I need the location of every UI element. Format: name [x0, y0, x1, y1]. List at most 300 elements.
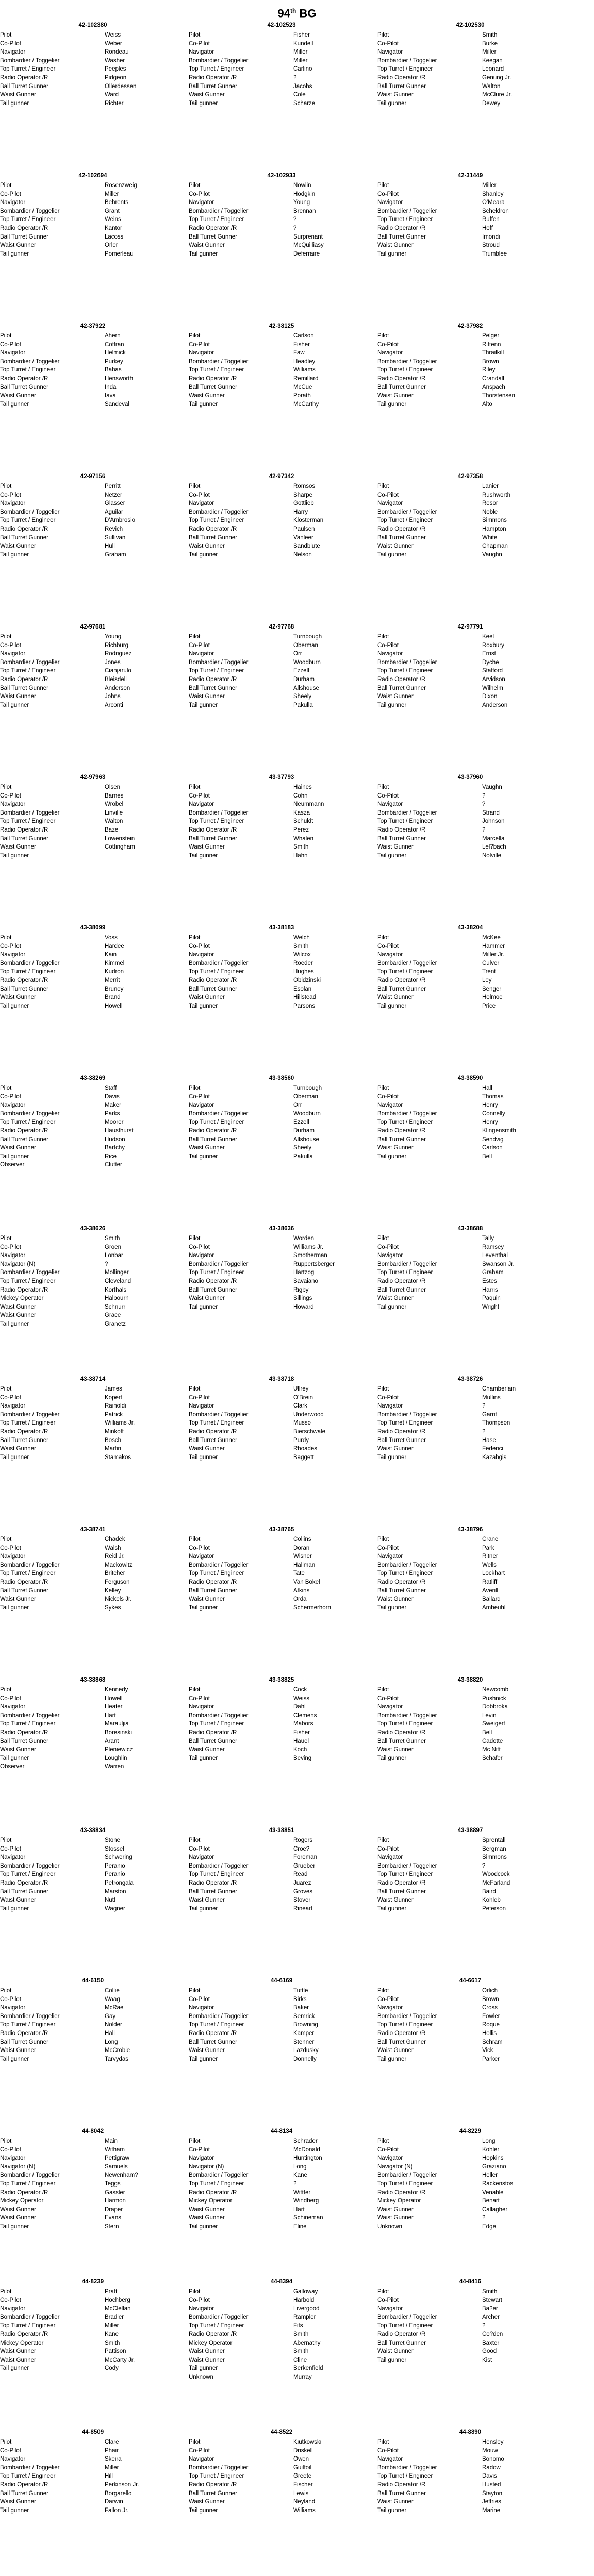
crew-member-row [377, 1561, 563, 1570]
crew-member-row [377, 2330, 563, 2339]
crew-name: Pomerleau [105, 250, 134, 257]
crew-member-row [377, 2004, 563, 2012]
crew-member-row [0, 701, 186, 710]
crew-name: Scharze [293, 100, 316, 107]
crew-position: Ball Turret Gunner [377, 2039, 426, 2045]
crew-name: Baird [482, 1888, 496, 1895]
crew-block [0, 623, 189, 774]
crew-name: Halbourn [105, 1295, 129, 1302]
crew-block [189, 1526, 377, 1676]
crew-position: Top Turret / Engineer [189, 216, 244, 223]
crew-name: Kimmel [105, 960, 125, 967]
crew-member-row [0, 2364, 186, 2373]
crew-member-row [377, 1754, 563, 1763]
crew-position: Bombardier / Toggelier [377, 57, 437, 64]
crew-member-row [377, 1595, 563, 1604]
crew-name: Iava [105, 393, 116, 399]
crew-member-row [0, 2038, 186, 2047]
crew-name: Stafford [482, 668, 503, 674]
crew-name: ? [482, 792, 486, 799]
crew-position: Waist Gunner [189, 2499, 225, 2505]
crew-block [377, 172, 566, 323]
crew-name: Neyland [293, 2499, 316, 2505]
crew-name: Pakulla [293, 1153, 313, 1160]
crew-member-row [0, 1836, 186, 1845]
crew-member-row [189, 1870, 374, 1879]
crew-position: Navigator [189, 2456, 214, 2463]
crew-member-row [377, 1234, 563, 1243]
crew-member-row [0, 534, 186, 543]
crew-member-row [0, 215, 186, 224]
crew-name: Kist [482, 2357, 492, 2363]
crew-member-row [0, 542, 186, 551]
crew-position: Navigator [377, 801, 403, 808]
crew-position: Waist Gunner [189, 393, 225, 399]
crew-position: Navigator [189, 199, 214, 206]
crew-name: Trumblee [482, 250, 507, 257]
crew-member-row [377, 1694, 563, 1703]
crew-position: Radio Operator /R [0, 1127, 48, 1134]
crew-position: Ball Turret Gunner [377, 1587, 426, 1594]
crew-member-row [0, 1402, 186, 1411]
crew-name: ? [293, 74, 297, 81]
aircraft-serial: 44-6617 [459, 1978, 482, 1984]
crew-name: Howell [105, 1695, 123, 1702]
crew-position: Radio Operator /R [0, 676, 48, 683]
crew-position: Waist Gunner [377, 393, 414, 399]
crew-member-row [377, 332, 563, 341]
crew-member-row [0, 1268, 186, 1277]
crew-name: Hausthurst [105, 1127, 134, 1134]
crew-position: Top Turret / Engineer [377, 367, 433, 374]
crew-position: Navigator [377, 1704, 403, 1710]
crew-name: Orlich [482, 1988, 498, 1994]
crew-name: Kiutkowski [293, 2439, 322, 2445]
crew-member-row [377, 542, 563, 551]
crew-name: Loughlin [105, 1755, 127, 1761]
crew-member-row [189, 2347, 374, 2356]
crew-name: Mc Nitt [482, 1747, 501, 1753]
crew-member-row [189, 2455, 374, 2464]
crew-name: Lel?bach [482, 844, 506, 851]
crew-position: Navigator [0, 801, 26, 808]
crew-position: Radio Operator /R [189, 1127, 237, 1134]
crew-position: Radio Operator /R [377, 2030, 426, 2037]
crew-name: Coffran [105, 341, 124, 348]
crew-name: Hudson [105, 1136, 125, 1143]
crew-position: Ball Turret Gunner [377, 83, 426, 90]
crew-name: Whalen [293, 835, 314, 842]
crew-member-row [189, 383, 374, 392]
crew-position: Waist Gunner [0, 393, 36, 399]
crew-name: Henry [482, 1102, 498, 1109]
crew-position: Bombardier / Toggelier [0, 659, 60, 666]
crew-position: Pilot [189, 483, 201, 489]
crew-position: Bombardier / Toggelier [377, 2314, 437, 2320]
crew-member-row [377, 2189, 563, 2197]
crew-member-row [0, 2146, 186, 2155]
aircraft-serial: 43-38636 [269, 1226, 294, 1232]
crew-name: Thorstensen [482, 393, 515, 399]
crew-name: Vanleer [293, 534, 314, 541]
crew-member-row [377, 817, 563, 826]
crew-name: Thomas [482, 1093, 504, 1100]
crew-name: White [482, 534, 498, 541]
crew-member-row [0, 375, 186, 383]
crew-position: Bombardier / Toggelier [0, 57, 60, 64]
crew-name: Kudron [105, 969, 124, 975]
crew-member-row [377, 1084, 563, 1093]
crew-member-row [189, 2146, 374, 2155]
crew-member-row [0, 2481, 186, 2489]
crew-position: Top Turret / Engineer [377, 1570, 433, 1577]
crew-position: Pilot [377, 2439, 389, 2445]
crew-position: Tail gunner [0, 852, 29, 859]
crew-position: Waist Gunner [377, 2047, 414, 2054]
crew-name: Vaughn [482, 551, 502, 558]
crew-member-row [0, 942, 186, 951]
crew-member-row [189, 1987, 374, 1995]
crew-name: Kohler [482, 2146, 500, 2153]
crew-member-row [189, 1694, 374, 1703]
crew-member-row [189, 2364, 374, 2373]
crew-position: Bombardier / Toggelier [0, 1269, 60, 1276]
crew-position: Pilot [0, 1386, 12, 1392]
crew-member-row [0, 2489, 186, 2498]
crew-member-row [0, 349, 186, 358]
crew-position: Co-Pilot [377, 2447, 399, 2454]
crew-name: Ullrey [293, 1386, 309, 1392]
crew-member-row [377, 692, 563, 701]
crew-position: Radio Operator /R [189, 2481, 237, 2488]
crew-name: Harmon [105, 2198, 126, 2205]
crew-name: Rackenstos [482, 2180, 514, 2187]
crew-name: Wisner [293, 1553, 312, 1560]
crew-block [0, 473, 189, 623]
crew-name: Galloway [293, 2289, 318, 2295]
crew-member-row [377, 1303, 563, 1312]
crew-position: Waist Gunner [0, 1303, 36, 1310]
crew-name: Peeples [105, 66, 126, 73]
crew-name: ? [482, 801, 486, 808]
crew-name: Brand [105, 994, 121, 1001]
crew-member-row [189, 633, 374, 641]
crew-position: Radio Operator /R [377, 1879, 426, 1886]
crew-position: Navigator [189, 1252, 214, 1259]
crew-name: Woodcock [482, 1871, 510, 1878]
crew-position: Pilot [377, 1988, 389, 1994]
crew-name: Livergood [293, 2306, 320, 2312]
crew-name: Rhoades [293, 1446, 318, 1452]
crew-member-row [189, 91, 374, 99]
crew-position: Co-Pilot [0, 2447, 21, 2454]
crew-position: Tail gunner [189, 1003, 218, 1009]
crew-name: Britcher [105, 1570, 125, 1577]
crew-name: James [105, 1386, 122, 1392]
crew-position: Top Turret / Engineer [377, 2022, 433, 2028]
crew-member-row [189, 48, 374, 57]
crew-name: Stone [105, 1837, 121, 1843]
crew-name: Witham [105, 2146, 125, 2153]
crew-name: Ferguson [105, 1579, 130, 1585]
crew-position: Mickey Operator [377, 2198, 421, 2205]
crew-position: Ball Turret Gunner [377, 835, 426, 842]
crew-member-row [377, 1853, 563, 1862]
crew-position: Pilot [377, 1085, 389, 1091]
crew-member-row [377, 2447, 563, 2455]
crew-position: Waist Gunner [189, 693, 225, 700]
crew-name: Sendvig [482, 1136, 504, 1143]
crew-name: Hopkins [482, 2155, 504, 2162]
crew-member-row [189, 349, 374, 358]
crew-name: Holmoe [482, 994, 503, 1001]
crew-name: Smotherman [293, 1252, 327, 1259]
crew-position: Radio Operator /R [0, 526, 48, 532]
crew-member-row [0, 1084, 186, 1093]
crew-block [0, 2128, 189, 2278]
crew-member-row [0, 1394, 186, 1402]
crew-name: Thrailkill [482, 350, 504, 357]
crew-member-row [189, 99, 374, 108]
crew-member-row [0, 1845, 186, 1854]
crew-position: Mickey Operator [189, 2340, 233, 2346]
crew-member-row [189, 1754, 374, 1763]
crew-member-row [0, 383, 186, 392]
crew-name: Tate [293, 1570, 305, 1577]
crew-name: Sykes [105, 1604, 121, 1611]
crew-position: Waist Gunner [189, 2047, 225, 2054]
crew-member-row [189, 375, 374, 383]
crew-name: Ruffen [482, 216, 500, 223]
crew-member-row [189, 1845, 374, 1854]
crew-position: Co-Pilot [377, 642, 399, 649]
crew-member-row [0, 976, 186, 985]
crew-name: Ward [105, 92, 119, 98]
crew-member-row [189, 968, 374, 976]
crew-name: Callagher [482, 2206, 508, 2213]
crew-name: Kantor [105, 225, 122, 231]
crew-position: Top Turret / Engineer [0, 668, 56, 674]
crew-name: Hallman [293, 1562, 316, 1568]
crew-member-row [0, 2223, 186, 2231]
crew-member-row [0, 332, 186, 341]
crew-name: Romsos [293, 483, 316, 489]
crew-position: Tail gunner [0, 100, 29, 107]
crew-member-row [0, 1745, 186, 1754]
crew-member-row [377, 792, 563, 801]
crew-name: Marcella [482, 835, 505, 842]
crew-member-row [0, 250, 186, 259]
crew-position: Navigator (N) [0, 1261, 36, 1267]
crew-member-row [0, 684, 186, 693]
crew-position: Pilot [0, 182, 12, 189]
crew-position: Top Turret / Engineer [377, 668, 433, 674]
crew-position: Top Turret / Engineer [189, 367, 244, 374]
crew-name: Purkey [105, 358, 123, 365]
crew-name: McCarty Jr. [105, 2357, 135, 2363]
crew-name: Main [105, 2138, 118, 2144]
crew-position: Top Turret / Engineer [0, 66, 56, 73]
crew-name: Riley [482, 367, 496, 374]
crew-position: Pilot [189, 182, 201, 189]
crew-position: Radio Operator /R [377, 2481, 426, 2488]
crew-member-row [377, 1544, 563, 1553]
crew-name: Weins [105, 216, 121, 223]
crew-name: Underwood [293, 1411, 324, 1418]
crew-position: Waist Gunner [0, 693, 36, 700]
crew-name: Ernst [482, 651, 496, 657]
crew-name: O'Meara [482, 199, 505, 206]
crew-member-row [189, 2296, 374, 2305]
crew-position: Co-Pilot [189, 1545, 210, 1551]
crew-position: Co-Pilot [189, 492, 210, 498]
crew-member-row [0, 99, 186, 108]
crew-member-row [0, 1754, 186, 1763]
crew-name: Anspach [482, 384, 505, 391]
crew-name: Porath [293, 393, 311, 399]
crew-name: Rainoldi [105, 1403, 126, 1410]
crew-block [189, 172, 377, 323]
crew-position: Tail gunner [0, 401, 29, 408]
crew-block [377, 1827, 566, 1977]
crew-member-row [377, 57, 563, 65]
crew-position: Co-Pilot [189, 341, 210, 348]
crew-member-row [377, 40, 563, 48]
crew-position: Ball Turret Gunner [377, 2490, 426, 2497]
crew-position: Ball Turret Gunner [189, 1738, 237, 1744]
crew-position: Waist Gunner [0, 1596, 36, 1603]
crew-name: Williams [293, 2507, 316, 2514]
crew-member-row [0, 2498, 186, 2506]
crew-name: Hartzog [293, 1269, 315, 1276]
crew-member-row [0, 1110, 186, 1118]
crew-member-row [0, 1686, 186, 1694]
crew-member-row [377, 976, 563, 985]
crew-position: Waist Gunner [189, 2348, 225, 2355]
crew-name: Stossel [105, 1845, 124, 1852]
crew-member-row [0, 1385, 186, 1394]
crew-member-row [377, 91, 563, 99]
crew-member-row [377, 2472, 563, 2481]
crew-member-row [0, 2206, 186, 2214]
aircraft-serial: 43-38590 [457, 1075, 483, 1081]
crew-block [189, 1827, 377, 1977]
crew-position: Radio Operator /R [0, 2030, 48, 2037]
crew-member-row [377, 516, 563, 525]
crew-member-row [189, 809, 374, 818]
crew-member-row [189, 650, 374, 658]
crew-member-row [0, 1694, 186, 1703]
crew-name: Hillstead [293, 994, 317, 1001]
crew-member-row [189, 2287, 374, 2296]
crew-position: Navigator [189, 500, 214, 507]
crew-name: Harbold [293, 2297, 315, 2303]
crew-grid [0, 22, 594, 2576]
crew-member-row [377, 667, 563, 675]
crew-name: Allshouse [293, 1136, 319, 1143]
crew-position: Navigator [189, 952, 214, 958]
crew-position: Pilot [189, 32, 201, 38]
crew-member-row [189, 1552, 374, 1561]
crew-position: Mickey Operator [0, 1295, 44, 1302]
crew-name: McDonald [293, 2146, 320, 2153]
crew-member-row [0, 1260, 186, 1269]
crew-position: Bombardier / Toggelier [189, 960, 249, 967]
crew-member-row [377, 181, 563, 190]
crew-position: Ball Turret Gunner [377, 1437, 426, 1444]
crew-name: Bartchy [105, 1145, 125, 1151]
crew-name: Schuldt [293, 818, 314, 825]
crew-name: Inda [105, 384, 117, 391]
crew-name: Rittenn [482, 341, 501, 348]
crew-member-row [0, 2154, 186, 2163]
crew-name: Kane [293, 2172, 307, 2179]
crew-name: Waag [105, 1996, 120, 2003]
crew-position: Co-Pilot [377, 1093, 399, 1100]
crew-member-row [377, 1711, 563, 1720]
crew-member-row [189, 1243, 374, 1252]
crew-position: Radio Operator /R [377, 977, 426, 984]
crew-position: Navigator [0, 2005, 26, 2011]
crew-member-row [377, 499, 563, 508]
aircraft-serial: 43-38851 [269, 1827, 294, 1834]
crew-name: Wilcox [293, 952, 311, 958]
aircraft-serial: 42-97963 [80, 774, 106, 781]
aircraft-serial: 43-38560 [269, 1075, 294, 1081]
crew-member-row [377, 1144, 563, 1153]
crew-position: Waist Gunner [0, 1747, 36, 1753]
crew-member-row [189, 358, 374, 366]
crew-position: Ball Turret Gunner [0, 835, 48, 842]
crew-position: Bombardier / Toggelier [377, 1712, 437, 1719]
crew-block [0, 1376, 189, 1526]
aircraft-serial: 43-38688 [457, 1226, 483, 1232]
crew-name: Huntington [293, 2155, 322, 2162]
crew-member-row [0, 2189, 186, 2197]
crew-member-row [0, 1118, 186, 1127]
crew-block [377, 473, 566, 623]
crew-position: Navigator [0, 199, 26, 206]
crew-position: Waist Gunner [0, 543, 36, 550]
crew-member-row [377, 2347, 563, 2356]
crew-position: Bombardier / Toggelier [377, 1261, 437, 1267]
crew-member-row [377, 2038, 563, 2047]
crew-block [189, 1676, 377, 1827]
crew-position: Top Turret / Engineer [377, 2180, 433, 2187]
crew-name: Hall [482, 1085, 492, 1091]
crew-name: Bonomo [482, 2456, 504, 2463]
crew-position: Top Turret / Engineer [0, 969, 56, 975]
crew-member-row [0, 491, 186, 500]
crew-position: Mickey Operator [0, 2198, 44, 2205]
crew-name: Fisher [293, 341, 310, 348]
crew-position: Bombardier / Toggelier [377, 1562, 437, 1568]
crew-member-row [189, 57, 374, 65]
crew-member-row [377, 1428, 563, 1436]
aircraft-serial: 43-38099 [80, 925, 106, 931]
crew-name: Cadotte [482, 1738, 503, 1744]
crew-name: Berkenfield [293, 2365, 323, 2372]
crew-block [189, 2278, 377, 2429]
crew-member-row [189, 2021, 374, 2029]
crew-name: Young [293, 199, 310, 206]
crew-position: Tail gunner [377, 2357, 407, 2363]
crew-member-row [0, 1234, 186, 1243]
crew-name: Long [105, 2039, 118, 2045]
crew-name: Kain [105, 952, 117, 958]
crew-position: Radio Operator /R [377, 1428, 426, 1435]
crew-name: Grueber [293, 1862, 316, 1869]
